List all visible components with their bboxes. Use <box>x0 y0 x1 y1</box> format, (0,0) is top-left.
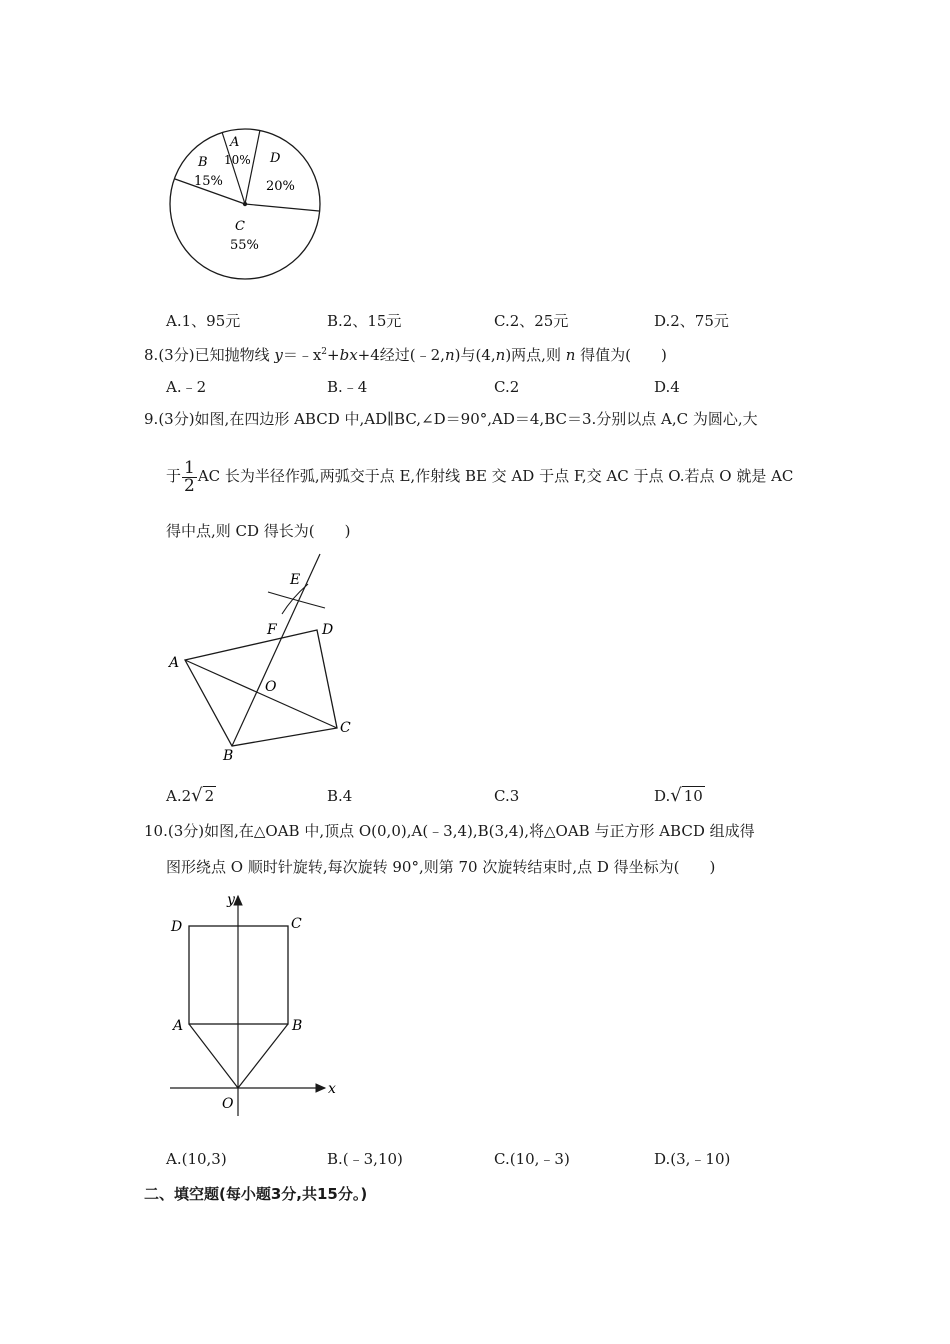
q8-text-a: 已知抛物线 <box>194 346 275 364</box>
pie-label-a-pct: 10% <box>224 153 251 167</box>
q8-eq: ＝﹣x <box>282 346 322 364</box>
section2-title: 二、填空题(每小题3分,共15分。) <box>144 1185 368 1203</box>
q8-rest3: )与(4, <box>454 346 496 364</box>
q9-option-d[interactable] <box>654 786 705 806</box>
q8-var-n2: n <box>495 346 506 364</box>
sqrt-icon: √ <box>670 785 682 806</box>
q9-fraction <box>182 457 197 496</box>
q8-var-n1: n <box>444 346 455 364</box>
q7-option-c[interactable]: C.2、25元 <box>494 312 569 330</box>
pie-chart-figure <box>160 118 335 290</box>
q10-option-b[interactable]: B.(﹣3,10) <box>327 1150 403 1168</box>
q9-quadrilateral-figure <box>160 548 360 763</box>
q9-frac-den: 2 <box>184 475 195 496</box>
q9-option-b[interactable]: B.4 <box>327 787 353 805</box>
q7-option-a[interactable]: A.1、95元 <box>166 312 241 330</box>
q9-option-d-prefix: D. <box>654 787 671 805</box>
q10-side-ob <box>238 1024 288 1088</box>
q8-option-c[interactable]: C.2 <box>494 378 520 396</box>
q10-coordinate-figure <box>160 888 360 1118</box>
q10-label-c: C <box>291 916 302 932</box>
q9-line2-post: AC 长为半径作弧,两弧交于点 E,作射线 BE 交 AD 于点 F,交 AC 于点 O.若点 O 就是 AC <box>197 467 794 485</box>
q10-side-oa <box>189 1024 238 1088</box>
q10-label-b: B <box>292 1018 303 1034</box>
q9-frac-num: 1 <box>184 457 195 478</box>
pie-label-d: D <box>270 151 281 166</box>
q10-option-a[interactable]: A.(10,3) <box>166 1150 227 1168</box>
q9-label-o: O <box>265 679 277 695</box>
pie-label-c-pct: 55% <box>230 238 259 253</box>
pie-label-b-pct: 15% <box>194 174 223 189</box>
q9-option-a[interactable] <box>166 786 216 806</box>
q8-var-bx: bx <box>339 346 358 364</box>
pie-label-d-pct: 20% <box>266 179 295 194</box>
pie-label-c: C <box>235 219 245 234</box>
q9-option-a-prefix: A.2 <box>166 787 192 805</box>
q9-option-d-radicand: 10 <box>683 787 703 805</box>
q8-option-d[interactable]: D.4 <box>654 378 680 396</box>
q8-rest4: )两点,则 <box>505 346 566 364</box>
pie-label-b: B <box>198 155 208 170</box>
q9-ray-be <box>232 554 320 746</box>
q8-sup: 2 <box>321 347 328 357</box>
q9-line2 <box>166 456 793 496</box>
q9-label-f: F <box>267 622 277 638</box>
q8-var-y: y <box>274 346 283 364</box>
q10-label-y: y <box>227 892 235 908</box>
q8-score: (3分) <box>158 346 195 364</box>
q8-rest1: + <box>327 346 340 364</box>
q10-label-o: O <box>222 1096 234 1112</box>
sqrt-icon: √ <box>191 785 203 806</box>
q10-label-a: A <box>173 1018 184 1034</box>
q9-line2-pre: 于 <box>166 467 182 485</box>
q9-option-c[interactable]: C.3 <box>494 787 520 805</box>
q10-label-x: x <box>328 1081 336 1097</box>
q8-number: 8. <box>144 346 159 364</box>
pie-divider-a-d <box>245 130 260 204</box>
q10-number: 10. <box>144 822 168 840</box>
q9-label-b: B <box>223 748 234 763</box>
q9-line3: 得中点,则 CD 得长为( ) <box>166 522 351 540</box>
q9-label-d: D <box>322 622 334 638</box>
q9-label-c: C <box>340 720 351 736</box>
q10-option-c[interactable]: C.(10,﹣3) <box>494 1150 570 1168</box>
q8-question <box>144 342 667 365</box>
q9-option-a-radicand: 2 <box>204 787 215 805</box>
q10-line1 <box>144 821 755 841</box>
q10-line1-text: (3分)如图,在△OAB 中,顶点 O(0,0),A(﹣3,4),B(3,4),将△OAB 与正方形 ABCD 组成得 <box>167 822 755 840</box>
q7-option-d[interactable]: D.2、75元 <box>654 312 729 330</box>
q8-var-n3: n <box>565 346 576 364</box>
q10-label-d: D <box>171 919 183 935</box>
q9-line1-text: (3分)如图,在四边形 ABCD 中,AD∥BC,∠D＝90°,AD＝4,BC＝3.分别以点 A,C 为圆心,大 <box>158 410 758 428</box>
q9-quadrilateral <box>185 630 337 746</box>
q9-number: 9. <box>144 410 159 428</box>
q9-label-a: A <box>169 655 180 671</box>
pie-center-dot <box>243 202 247 206</box>
q10-option-d[interactable]: D.(3,﹣10) <box>654 1150 731 1168</box>
pie-label-a: A <box>230 135 240 150</box>
q8-rest5: 得值为( ) <box>575 346 667 364</box>
q10-line2: 图形绕点 O 顺时针旋转,每次旋转 90°,则第 70 次旋转结束时,点 D 得坐标为( ) <box>166 858 716 876</box>
q9-line1 <box>144 409 758 429</box>
q8-rest2: +4经过(﹣2, <box>357 346 445 364</box>
q9-diagonal-ac <box>185 660 337 728</box>
q7-option-b[interactable]: B.2、15元 <box>327 312 402 330</box>
q8-option-b[interactable]: B.﹣4 <box>327 378 368 396</box>
q8-option-a[interactable]: A.﹣2 <box>166 378 207 396</box>
q9-label-e: E <box>290 572 301 588</box>
pie-divider-c-d <box>245 204 319 211</box>
